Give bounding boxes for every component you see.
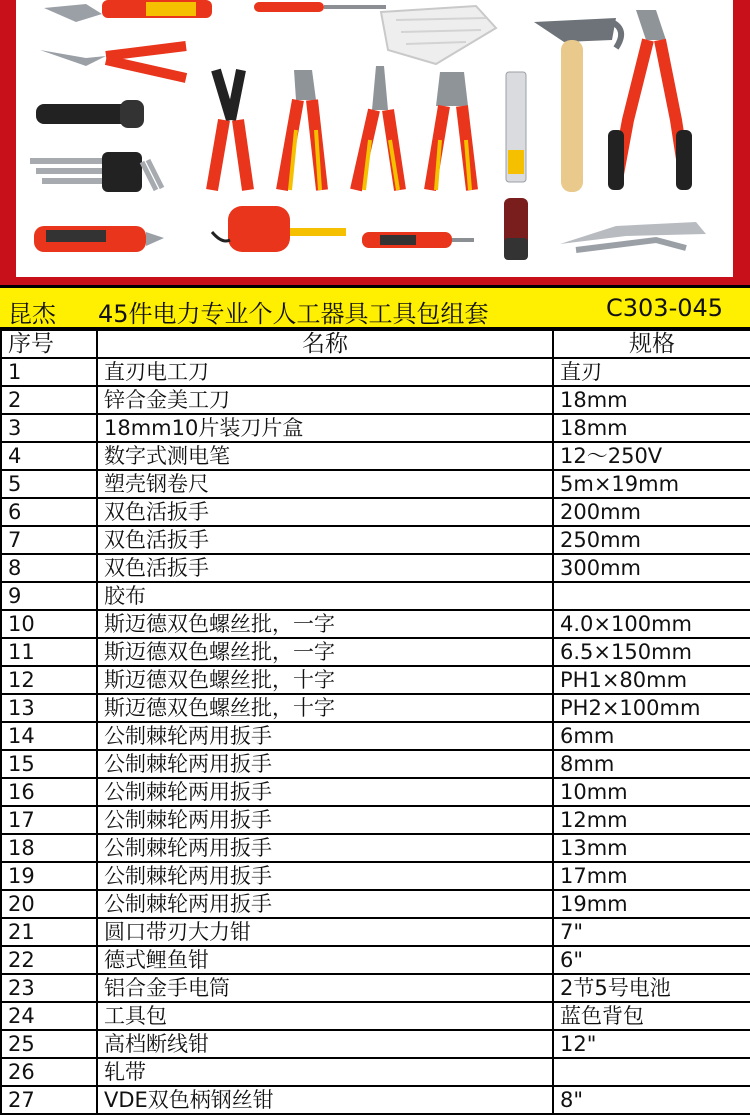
item-name: 工具包: [97, 1002, 553, 1030]
item-spec: 19mm: [553, 890, 750, 918]
item-name: 高档断线钳: [97, 1030, 553, 1058]
item-spec: 13mm: [553, 834, 750, 862]
item-spec: 8mm: [553, 750, 750, 778]
item-number: 21: [1, 918, 97, 946]
item-number: 25: [1, 1030, 97, 1058]
item-name: 双色活扳手: [97, 498, 553, 526]
table-row: [1, 778, 750, 806]
electrical-tape-image: [504, 198, 528, 260]
item-number: 22: [1, 946, 97, 974]
item-name: 双色活扳手: [97, 526, 553, 554]
table-row: [1, 834, 750, 862]
item-number: 14: [1, 722, 97, 750]
item-name: 公制棘轮两用扳手: [97, 890, 553, 918]
item-spec: 12": [553, 1030, 750, 1058]
wire-stripper-image: [212, 70, 248, 190]
screwdriver-image: [254, 2, 386, 12]
item-name: 轧带: [97, 1058, 553, 1086]
table-row: [1, 554, 750, 582]
item-number: 11: [1, 638, 97, 666]
hex-key-set-image: [30, 152, 162, 192]
item-number: 23: [1, 974, 97, 1002]
item-name: 18mm10片装刀片盒: [97, 414, 553, 442]
product-photo-frame: [0, 0, 750, 285]
item-number: 24: [1, 1002, 97, 1030]
item-spec: 4.0×100mm: [553, 610, 750, 638]
item-spec: 300mm: [553, 554, 750, 582]
table-row: [1, 1058, 750, 1086]
item-spec: [553, 1058, 750, 1086]
product-title: 45件电力专业个人工器具工具包组套: [98, 300, 489, 328]
tool-set-photo: [16, 0, 733, 277]
item-number: 9: [1, 582, 97, 610]
item-number: 7: [1, 526, 97, 554]
cable-ties-image: [381, 6, 496, 64]
item-name: 直刃电工刀: [97, 358, 553, 386]
column-header-number: 序号: [1, 330, 97, 358]
table-header-row: [1, 330, 750, 358]
brand-name: 昆杰: [8, 300, 56, 328]
item-name: 公制棘轮两用扳手: [97, 722, 553, 750]
item-name: 胶布: [97, 582, 553, 610]
item-spec: 6.5×150mm: [553, 638, 750, 666]
voltage-tester-image: [362, 232, 474, 248]
item-spec: PH2×100mm: [553, 694, 750, 722]
column-header-name: 名称: [97, 330, 553, 358]
item-number: 12: [1, 666, 97, 694]
item-spec: 直刃: [553, 358, 750, 386]
item-spec: 蓝色背包: [553, 1002, 750, 1030]
item-spec: 17mm: [553, 862, 750, 890]
table-row: [1, 414, 750, 442]
table-row: [1, 442, 750, 470]
slip-joint-pliers-image: [40, 46, 186, 78]
table-row: [1, 722, 750, 750]
column-header-spec: 规格: [553, 330, 750, 358]
item-number: 10: [1, 610, 97, 638]
table-row: [1, 1086, 750, 1114]
item-name: 公制棘轮两用扳手: [97, 806, 553, 834]
locking-pliers-image: [560, 222, 706, 250]
item-spec: 7": [553, 918, 750, 946]
item-name: 锌合金美工刀: [97, 386, 553, 414]
table-row: [1, 974, 750, 1002]
item-spec: 6mm: [553, 722, 750, 750]
flashlight-image: [36, 100, 144, 128]
item-number: 20: [1, 890, 97, 918]
item-name: 斯迈德双色螺丝批，十字: [97, 694, 553, 722]
item-number: 5: [1, 470, 97, 498]
table-row: [1, 890, 750, 918]
item-name: 斯迈德双色螺丝批，一字: [97, 638, 553, 666]
table-row: [1, 862, 750, 890]
item-number: 15: [1, 750, 97, 778]
item-spec: 200mm: [553, 498, 750, 526]
item-spec: 5m×19mm: [553, 470, 750, 498]
item-number: 1: [1, 358, 97, 386]
item-name: 公制棘轮两用扳手: [97, 862, 553, 890]
item-name: 公制棘轮两用扳手: [97, 778, 553, 806]
combination-pliers-image: [430, 72, 472, 190]
table-row: [1, 694, 750, 722]
product-title-bar: [0, 285, 750, 329]
table-row: [1, 526, 750, 554]
table-row: [1, 638, 750, 666]
table-row: [1, 386, 750, 414]
item-number: 8: [1, 554, 97, 582]
item-spec: PH1×80mm: [553, 666, 750, 694]
item-spec: 250mm: [553, 526, 750, 554]
tape-measure-image: [212, 206, 346, 252]
product-code: C303-045: [606, 294, 724, 322]
item-name: 数字式测电笔: [97, 442, 553, 470]
item-number: 17: [1, 806, 97, 834]
item-spec: 18mm: [553, 386, 750, 414]
item-name: 圆口带刃大力钳: [97, 918, 553, 946]
table-row: [1, 666, 750, 694]
table-row: [1, 918, 750, 946]
item-number: 2: [1, 386, 97, 414]
item-spec: 12～250V: [553, 442, 750, 470]
item-name: 德式鲤鱼钳: [97, 946, 553, 974]
table-row: [1, 1002, 750, 1030]
item-name: 铝合金手电筒: [97, 974, 553, 1002]
item-number: 4: [1, 442, 97, 470]
item-number: 13: [1, 694, 97, 722]
item-name: 双色活扳手: [97, 554, 553, 582]
item-name: VDE双色柄钢丝钳: [97, 1086, 553, 1114]
table-row: [1, 806, 750, 834]
item-number: 16: [1, 778, 97, 806]
item-spec: 12mm: [553, 806, 750, 834]
item-number: 6: [1, 498, 97, 526]
item-spec: 6": [553, 946, 750, 974]
table-row: [1, 358, 750, 386]
table-row: [1, 498, 750, 526]
item-spec: [553, 582, 750, 610]
blade-box-image: [506, 72, 526, 182]
table-row: [1, 946, 750, 974]
item-number: 27: [1, 1086, 97, 1114]
item-spec: 2节5号电池: [553, 974, 750, 1002]
parts-list-table: [0, 329, 750, 1115]
item-name: 公制棘轮两用扳手: [97, 834, 553, 862]
adjustable-wrench-image: [44, 0, 212, 22]
item-name: 塑壳钢卷尺: [97, 470, 553, 498]
table-row: [1, 610, 750, 638]
item-number: 26: [1, 1058, 97, 1086]
table-row: [1, 470, 750, 498]
item-spec: 10mm: [553, 778, 750, 806]
item-name: 斯迈德双色螺丝批，十字: [97, 666, 553, 694]
item-number: 3: [1, 414, 97, 442]
table-row: [1, 750, 750, 778]
item-name: 斯迈德双色螺丝批，一字: [97, 610, 553, 638]
item-number: 18: [1, 834, 97, 862]
diagonal-cutter-image: [282, 70, 322, 190]
item-name: 公制棘轮两用扳手: [97, 750, 553, 778]
item-spec: 8": [553, 1086, 750, 1114]
utility-knife-image: [34, 226, 164, 252]
table-row: [1, 582, 750, 610]
item-spec: 18mm: [553, 414, 750, 442]
item-number: 19: [1, 862, 97, 890]
needle-nose-pliers-image: [356, 66, 400, 190]
table-row: [1, 1030, 750, 1058]
